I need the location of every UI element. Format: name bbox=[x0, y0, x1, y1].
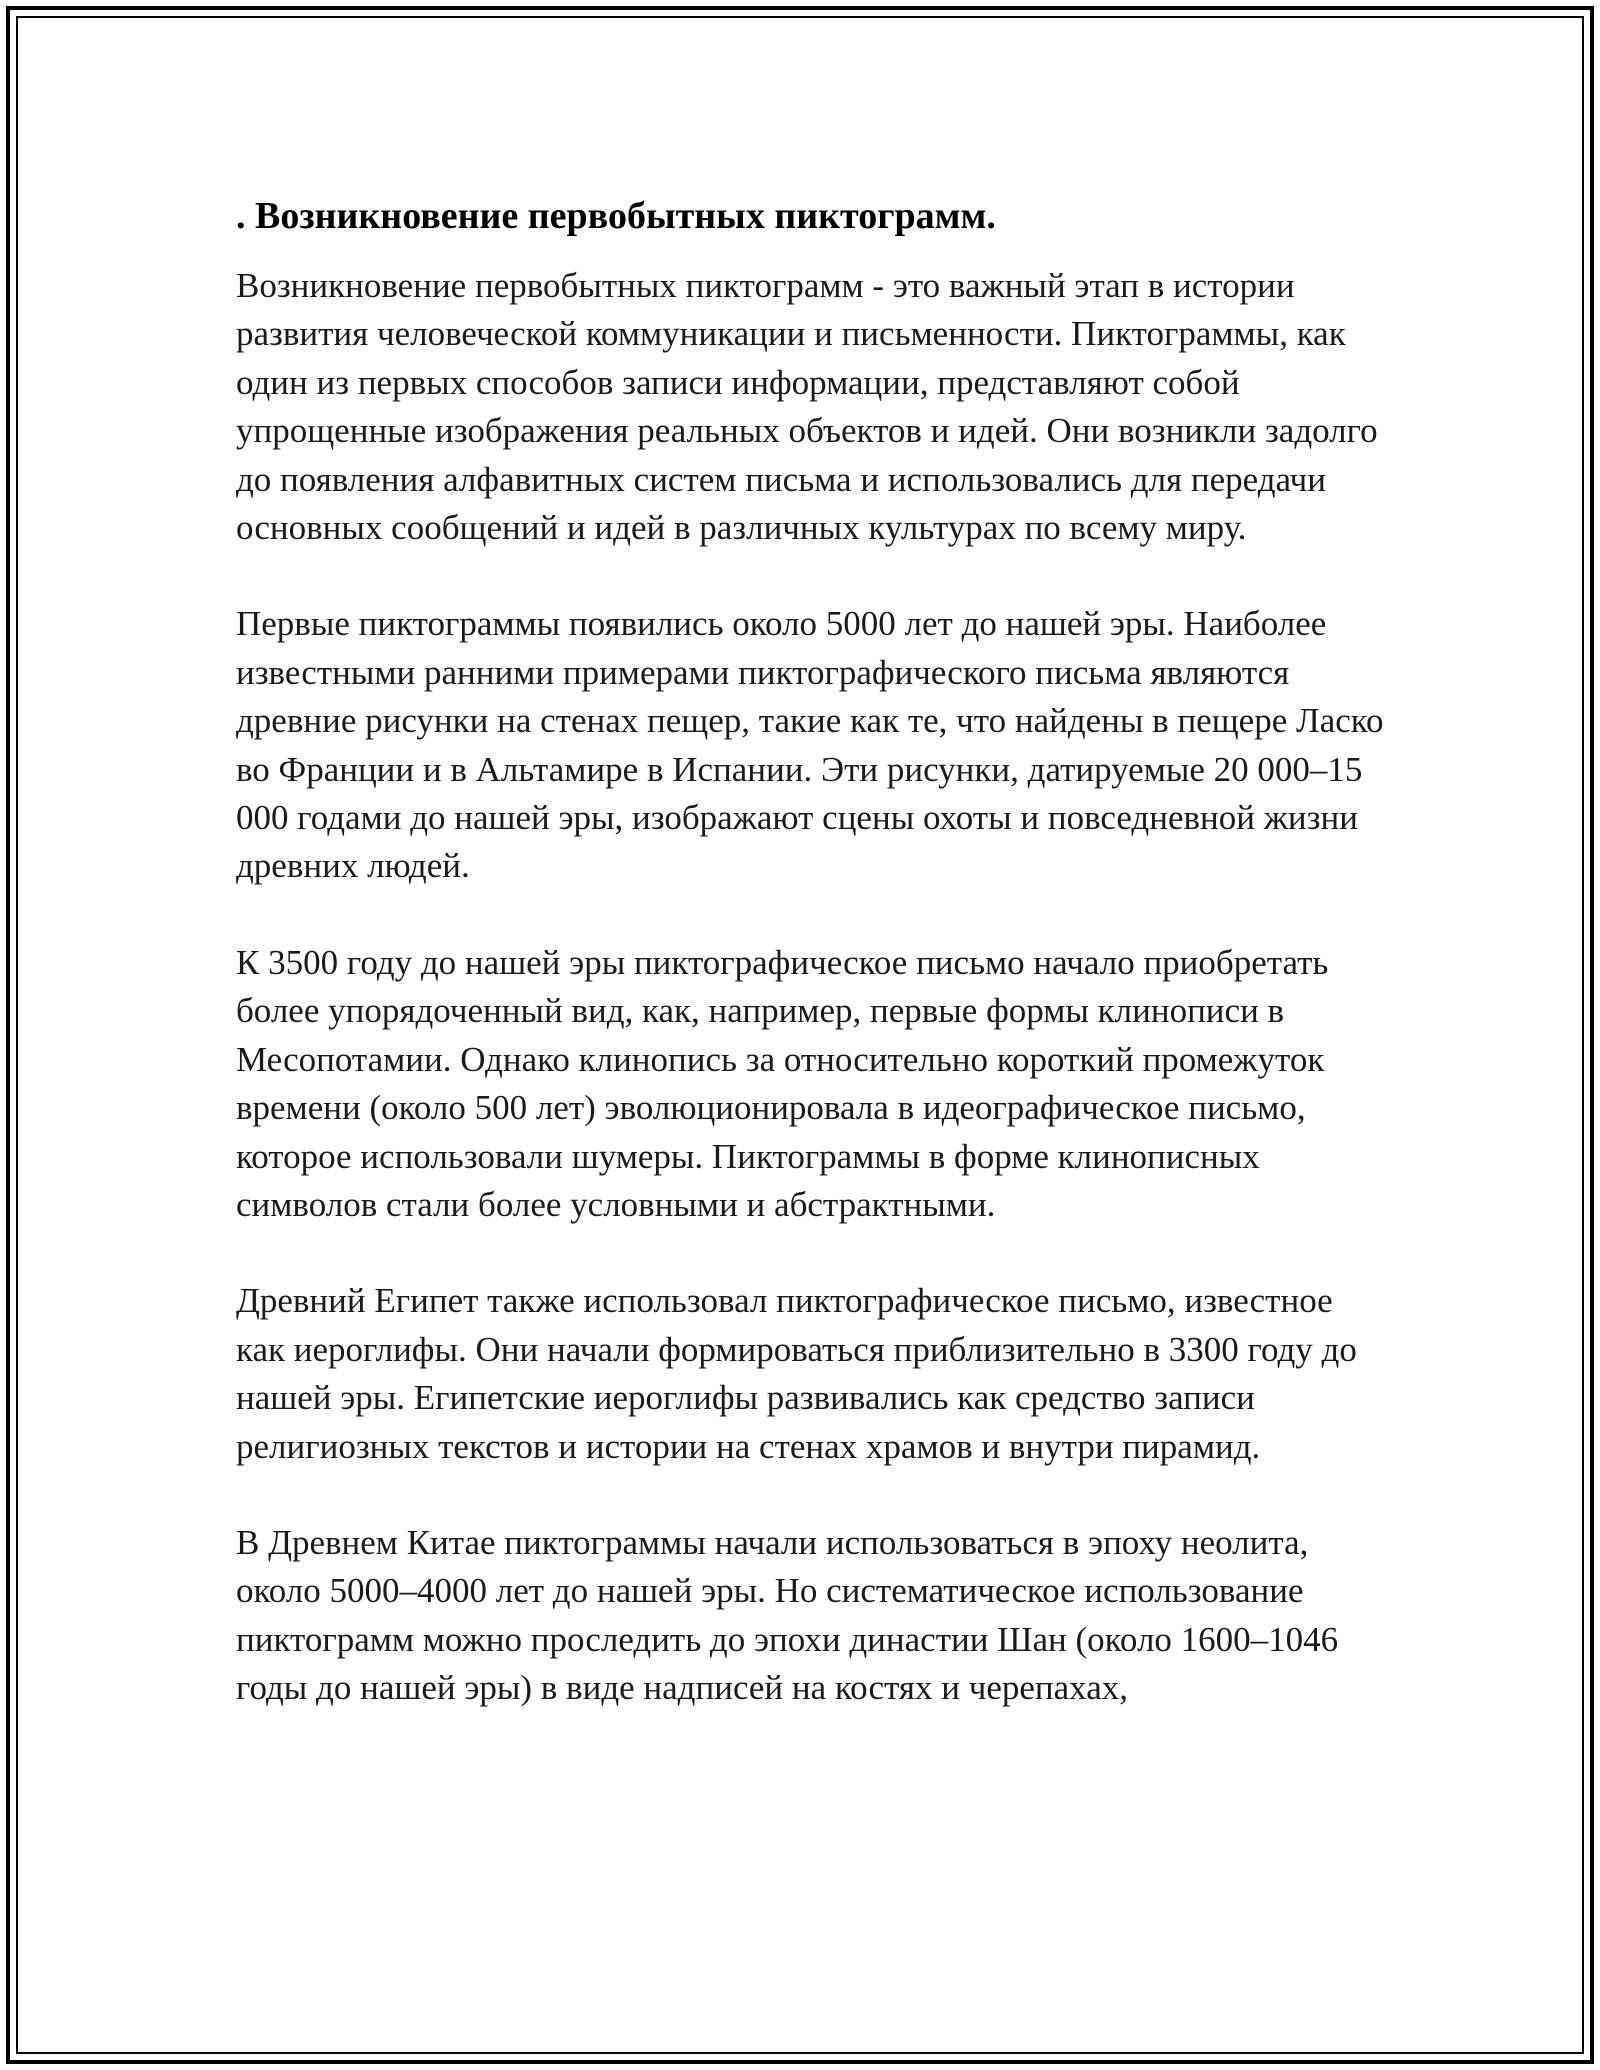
paragraph-4: Древний Египет также использовал пиктографическое письмо, известное как иероглифы. Они начали формироваться приблизительно в 3300 году до нашей эры. Египетские иероглифы развивались как средство записи религиозных текстов и истории на стенах храмов и внутри пирамид. bbox=[236, 1281, 1357, 1466]
document-body bbox=[236, 186, 1386, 1761]
paragraph-2: Первые пиктограммы появились около 5000 лет до нашей эры. Наиболее известными ранними примерами пиктографического письма являются древние рисунки на стенах пещер, такие как те, что найдены в пещере Ласко во Франции и в Альтамире в Испании. Эти рисунки, датируемые 20 000–15 000 годами до нашей эры, изображают сцены охоты и повседневной жизни древних людей. bbox=[236, 604, 1384, 886]
paragraph-3: К 3500 году до нашей эры пиктографическое письмо начало приобретать более упорядоченный вид, как, например, первые формы клинописи в Месопотамии. Однако клинопись за относительно короткий промежуток времени (около 500 лет) эволюционировала в идеографическое письмо, которое использовали шумеры. Пиктограммы в форме клинописных символов стали более условными и абстрактными. bbox=[236, 942, 1329, 1224]
paragraph-1: Возникновение первобытных пиктограмм - это важный этап в истории развития человеческой коммуникации и письменности. Пиктограммы, как один из первых способов записи информации, представляют собой упрощенные изображения реальных объектов и идей. Они возникли задолго до появления алфавитных систем письма и использовались для передачи основных сообщений и идей в различных культурах по всему миру. bbox=[236, 266, 1378, 548]
paragraph-5: В Древнем Китае пиктограммы начали использоваться в эпоху неолита, около 5000–4000 лет до нашей эры. Но систематическое использование пиктограмм можно проследить до эпохи династии Шан (около 1600–1046 годы до нашей эры) в виде надписей на костях и черепахах, bbox=[236, 1522, 1339, 1708]
document-title: . Возникновение первобытных пиктограмм. bbox=[236, 195, 996, 237]
